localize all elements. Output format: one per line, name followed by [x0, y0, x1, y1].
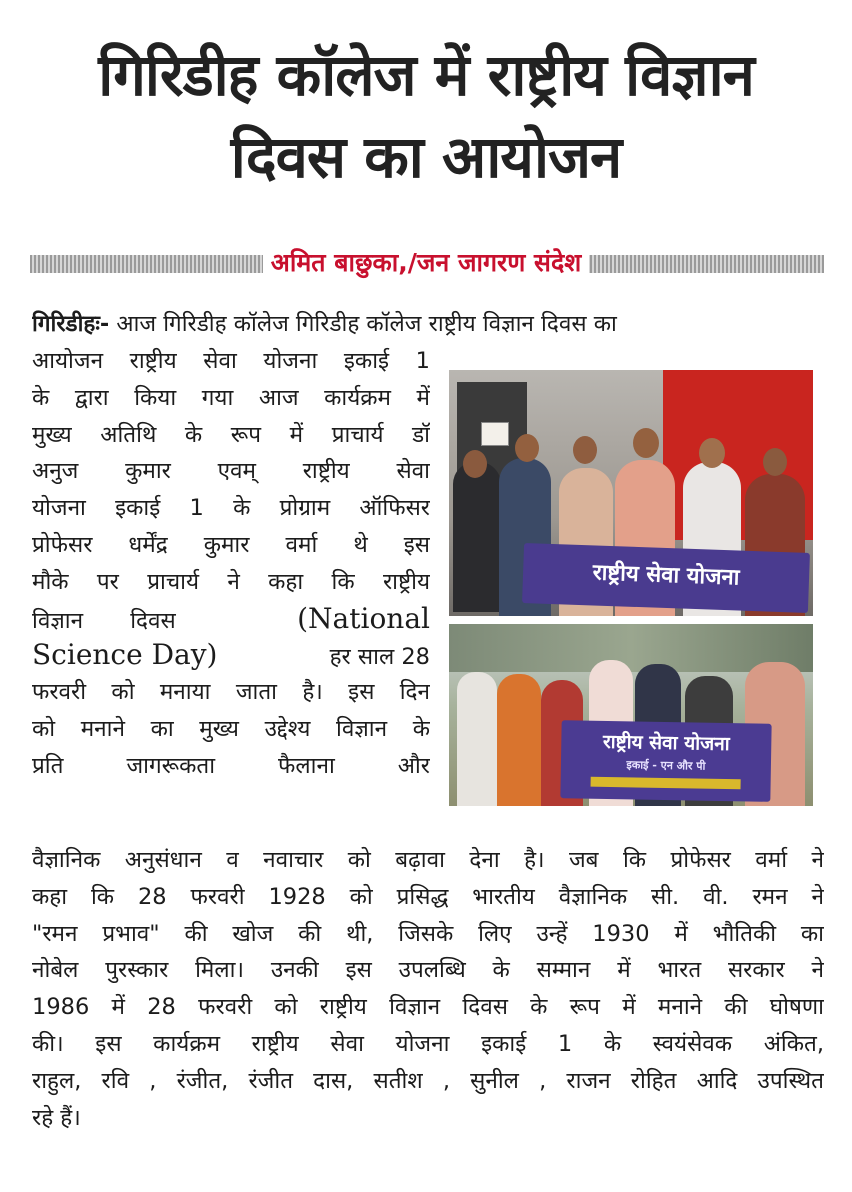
body-line: रहे हैं। [32, 1104, 81, 1131]
nsd-hindi-2: हर साल 28 [329, 644, 430, 671]
wall-sign [481, 422, 509, 446]
body-column [32, 343, 430, 785]
body-line: राहुल, रवि , रंजीत, रंजीत दास, सतीश , सुनील , राजन रोहित आदि उपस्थित [32, 1067, 824, 1094]
head [633, 428, 659, 458]
body-line [32, 601, 430, 638]
nsd-latin: (National [297, 601, 430, 635]
head [463, 450, 487, 478]
byline [0, 240, 852, 286]
lead-line [32, 306, 824, 343]
head [573, 436, 597, 464]
body-full [32, 842, 824, 1136]
head [515, 434, 539, 462]
headline [0, 34, 852, 198]
body-line: की। इस कार्यक्रम राष्ट्रीय सेवा योजना इकाई 1 के स्वयंसेवक अंकित, [32, 1030, 824, 1057]
headline-line-2: दिवस का आयोजन [230, 123, 622, 191]
body-line [32, 637, 430, 674]
body-line: प्रति जागरूकता फैलाना और [32, 752, 430, 779]
body-line: मुख्य अतिथि के रूप में प्राचार्य डॉ [32, 421, 430, 448]
dateline: गिरिडीहः- [32, 311, 110, 337]
nss-banner: राष्ट्रीय सेवा योजना [522, 543, 810, 613]
byline-text: अमित बाछुका,/जन जागरण संदेश [263, 248, 589, 277]
body-line: फरवरी को मनाया जाता है। इस दिन [32, 679, 430, 706]
body-line: अनुज कुमार एवम् राष्ट्रीय सेवा [32, 458, 430, 485]
head [763, 448, 787, 476]
photo-outdoor-group [449, 624, 813, 806]
nss-banner-2 [560, 720, 771, 802]
body-line: नोबेल पुरस्कार मिला। उनकी इस उपलब्धि के सम्मान में भारत सरकार ने [32, 957, 824, 984]
photo-indoor-group [449, 370, 813, 616]
banner-subtitle: इकाई - एन और पी [626, 758, 706, 773]
body-line: योजना इकाई 1 के प्रोग्राम ऑफिसर [32, 495, 430, 522]
nsd-latin-2: Science Day) [32, 638, 218, 672]
nsd-hindi: विज्ञान दिवस [32, 607, 176, 634]
body-line: आयोजन राष्ट्रीय सेवा योजना इकाई 1 [32, 348, 430, 374]
lead-text: आज गिरिडीह कॉलेज गिरिडीह कॉलेज राष्ट्रीय विज्ञान दिवस का [109, 311, 617, 337]
person [453, 462, 501, 612]
body-line: प्रोफेसर धर्मेंद्र कुमार वर्मा थे इस [32, 531, 430, 558]
body-line: कहा कि 28 फरवरी 1928 को प्रसिद्ध भारतीय वैज्ञानिक सी. वी. रमन ने [32, 883, 824, 910]
lead-paragraph [32, 306, 824, 343]
banner-title: राष्ट्रीय सेवा योजना [602, 730, 730, 756]
body-line: 1986 में 28 फरवरी को राष्ट्रीय विज्ञान दिवस के रूप में मनाने की घोषणा [32, 994, 824, 1021]
body-line: को मनाने का मुख्य उद्देश्य विज्ञान के [32, 715, 430, 742]
body-line: वैज्ञानिक अनुसंधान व नवाचार को बढ़ावा देना है। जब कि प्रोफेसर वर्मा ने [32, 847, 824, 873]
person [497, 674, 541, 806]
body-line: "रमन प्रभाव" की खोज की थी, जिसके लिए उन्हें 1930 में भौतिकी का [32, 920, 824, 947]
body-line: के द्वारा किया गया आज कार्यक्रम में [32, 384, 430, 411]
headline-line-1: गिरिडीह कॉलेज में राष्ट्रीय विज्ञान [98, 41, 754, 109]
banner-stripe [591, 777, 741, 790]
head [699, 438, 725, 468]
body-line: मौके पर प्राचार्य ने कहा कि राष्ट्रीय [32, 568, 430, 595]
person [457, 672, 497, 806]
